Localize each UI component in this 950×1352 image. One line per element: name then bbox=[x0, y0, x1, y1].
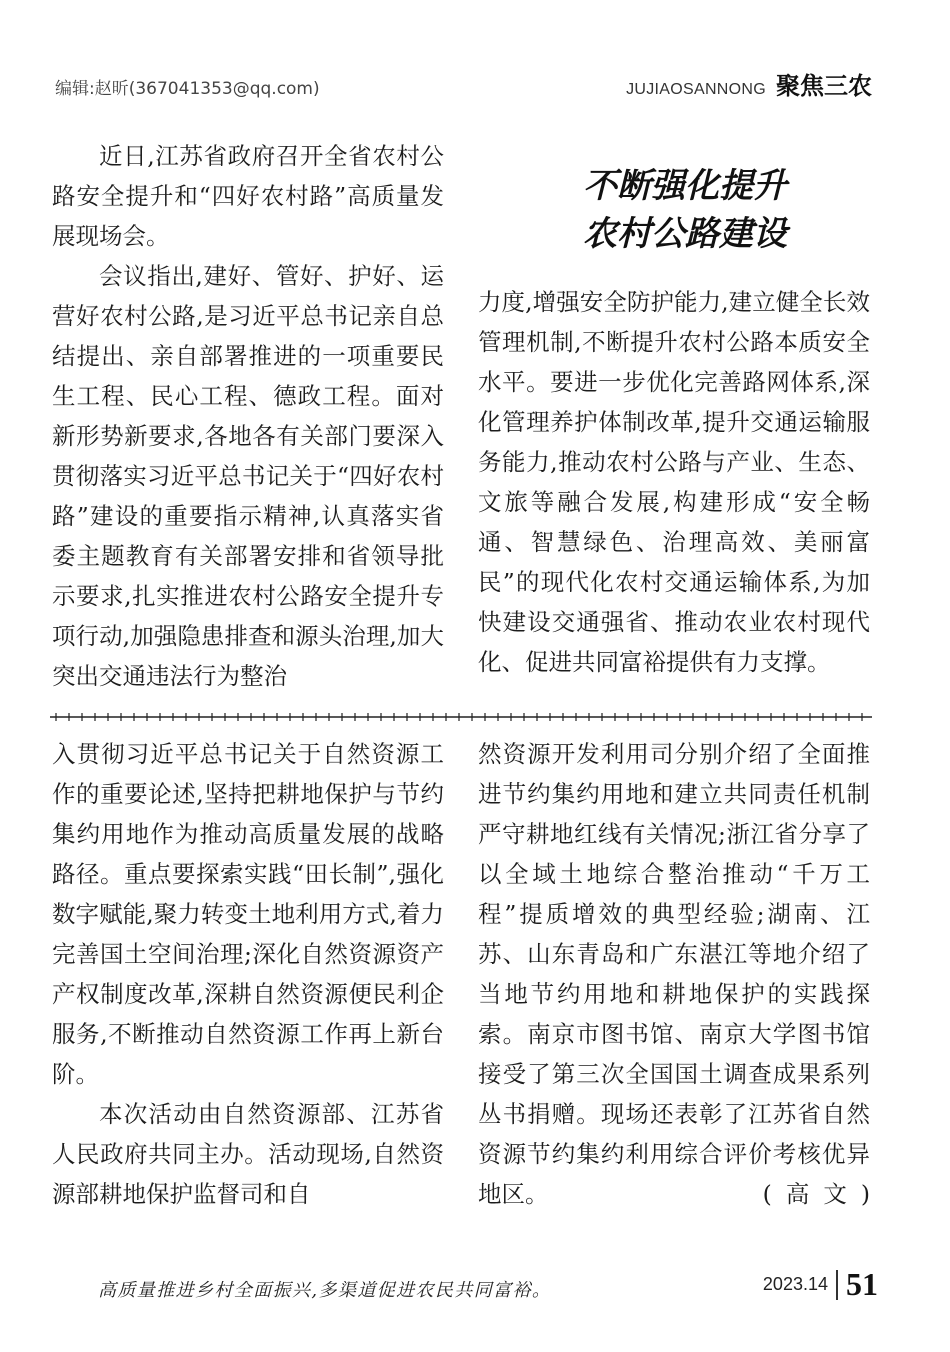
article1-paragraph-continued: 力度,增强安全防护能力,建立健全长效管理机制,不断提升农村公路本质安全水平。要进一步优化完善路网体系,深化管理养护体制改革,提升交通运输服务能力,推动农村公路与产业、生态、文旅等融合发展,构建形成“安全畅通、智慧绿色、治理高效、美丽富民”的现代化农村交通运输体系,为加快建设交通强省、推动农业农村现代化、促进共同富裕提供有力支撑。 bbox=[478, 288, 870, 676]
article1-left-column bbox=[52, 136, 444, 696]
editor-credit: 编辑:赵昕(367041353@qq.com) bbox=[55, 79, 320, 99]
issue-number: 2023.14 bbox=[762, 1274, 828, 1294]
article2-left-column bbox=[52, 734, 444, 1214]
headline-line-2: 农村公路建设 bbox=[583, 214, 787, 254]
article2-paragraph-1: 入贯彻习近平总书记关于自然资源工作的重要论述,坚持把耕地保护与节约集约用地作为推动高质量发展的战略路径。重点要探索实践“田长制”,强化数字赋能,聚力转变土地利用方式,着力完善国土空间治理;深化自然资源资产产权制度改革,深耕自然资源便民利企服务,不断推动自然资源工作再上新台阶。 bbox=[52, 740, 444, 1088]
headline-line-1: 不断强化提升 bbox=[583, 166, 787, 206]
article1-right-column bbox=[478, 282, 870, 682]
author-byline: (高文) bbox=[762, 1180, 884, 1208]
article1-paragraph-1: 近日,江苏省政府召开全省农村公路安全提升和“四好农村路”高质量发展现场会。 bbox=[52, 142, 444, 250]
footer-page-info bbox=[763, 1266, 878, 1303]
section-divider bbox=[50, 712, 872, 722]
article2-paragraph-2: 本次活动由自然资源部、江苏省人民政府共同主办。活动现场,自然资源部耕地保护监督司和自 bbox=[52, 1100, 444, 1208]
article2-right-column bbox=[478, 734, 884, 1214]
footer-slogan: 高质量推进乡村全面振兴,多渠道促进农民共同富裕。 bbox=[98, 1280, 552, 1301]
article2-paragraph-continued bbox=[478, 734, 884, 1214]
article1-headline bbox=[535, 162, 835, 258]
page-number: 51 bbox=[846, 1266, 878, 1302]
section-name-en: JUJIAOSANNONG bbox=[626, 81, 766, 98]
section-name-cn: 聚焦三农 bbox=[776, 71, 872, 100]
article1-paragraph-2: 会议指出,建好、管好、护好、运营好农村公路,是习近平总书记亲自总结提出、亲自部署推进的一项重要民生工程、民心工程、德政工程。面对新形势新要求,各地各有关部门要深入贯彻落实习近平总书记关于“四好农村路”建设的重要指示精神,认真落实省委主题教育有关部署安排和省领导批示要求,扎实推进农村公路安全提升专项行动,加强隐患排查和源头治理,加大突出交通违法行为整治 bbox=[52, 262, 444, 690]
section-header bbox=[626, 66, 872, 101]
footer-separator bbox=[836, 1270, 838, 1300]
article2-right-text: 然资源开发利用司分别介绍了全面推进节约集约用地和建立共同责任机制严守耕地红线有关情况;浙江省分享了以全域土地综合整治推动“千万工程”提质增效的典型经验;湖南、江苏、山东青岛和广东湛江等地介绍了当地节约用地和耕地保护的实践探索。南京市图书馆、南京大学图书馆接受了第三次全国国土调查成果系列丛书捐赠。现场还表彰了江苏省自然资源节约集约利用综合评价考核优异地区。 bbox=[478, 740, 870, 1208]
